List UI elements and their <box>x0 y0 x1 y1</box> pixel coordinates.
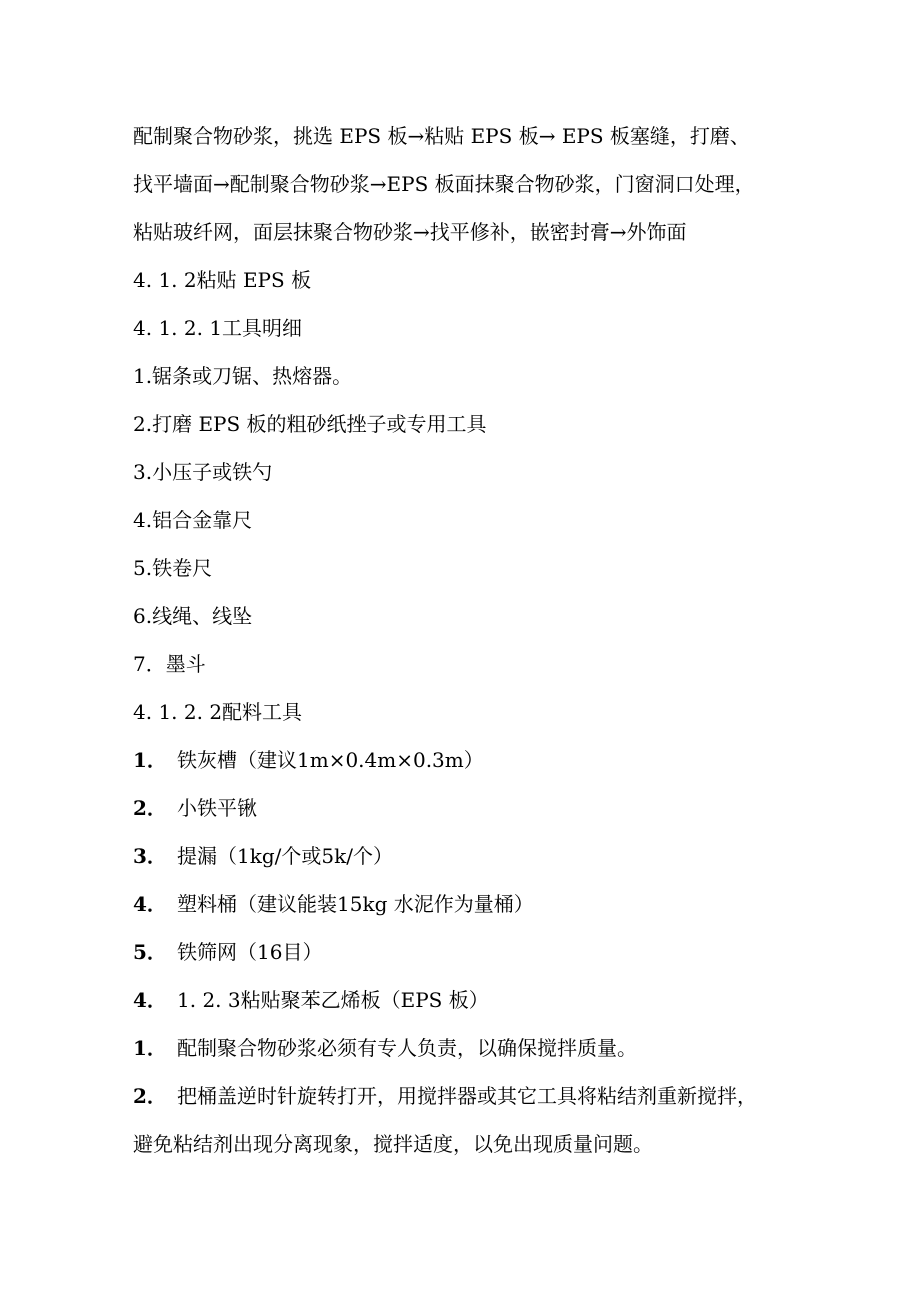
tool-item-2: 2.打磨 EPS 板的粗砂纸挫子或专用工具 <box>133 412 487 436</box>
intro-line-1: 配制聚合物砂浆，挑选 EPS 板→粘贴 EPS 板→ EPS 板塞缝，打磨、 <box>133 124 750 148</box>
section-heading-4-1-2-2: 4. 1. 2. 2配料工具 <box>133 700 303 724</box>
list-number: 2． <box>133 1084 167 1108</box>
mix-tool-item-4 <box>133 890 813 918</box>
intro-line-2: 找平墙面→配制聚合物砂浆→EPS 板面抹聚合物砂浆，门窗洞口处理， <box>133 172 755 196</box>
step-item-2 <box>133 1082 813 1110</box>
list-text: 提漏（1kg/个或5k/个） <box>177 844 393 868</box>
list-text: 小铁平锹 <box>177 796 257 820</box>
tool-item-1: 1.锯条或刀锯、热熔器。 <box>133 364 353 388</box>
intro-line-3: 粘贴玻纤网，面层抹聚合物砂浆→找平修补，嵌密封膏→外饰面 <box>133 220 687 244</box>
section-heading-4-1-2-3 <box>133 986 813 1014</box>
list-number: 4． <box>133 988 167 1012</box>
list-number: 1． <box>133 1036 167 1060</box>
tool-item-6: 6.线绳、线坠 <box>133 604 253 628</box>
list-number: 3． <box>133 844 167 868</box>
heading-text: 1. 2. 3粘贴聚苯乙烯板（EPS 板） <box>177 988 489 1012</box>
mix-tool-item-2 <box>133 794 813 822</box>
list-text: 把桶盖逆时针旋转打开，用搅拌器或其它工具将粘结剂重新搅拌， <box>177 1084 757 1108</box>
step-item-1 <box>133 1034 813 1062</box>
section-heading-4-1-2: 4. 1. 2粘贴 EPS 板 <box>133 268 312 292</box>
list-number: 5． <box>133 940 167 964</box>
tool-item-3: 3.小压子或铁勺 <box>133 460 273 484</box>
step-item-2-continuation: 避免粘结剂出现分离现象，搅拌适度，以免出现质量问题。 <box>133 1132 653 1156</box>
list-text: 铁筛网（16目） <box>177 940 323 964</box>
list-text: 塑料桶（建议能装15kg 水泥作为量桶） <box>177 892 534 916</box>
section-heading-4-1-2-1: 4. 1. 2. 1工具明细 <box>133 316 303 340</box>
mix-tool-item-3 <box>133 842 813 870</box>
list-number: 1． <box>133 748 167 772</box>
tool-item-4: 4.铝合金靠尺 <box>133 508 253 532</box>
list-number: 4． <box>133 892 167 916</box>
list-text: 铁灰槽（建议1m×0.4m×0.3m） <box>177 748 484 772</box>
list-text: 配制聚合物砂浆必须有专人负责，以确保搅拌质量。 <box>177 1036 637 1060</box>
list-number: 2． <box>133 796 167 820</box>
mix-tool-item-1 <box>133 746 813 774</box>
tool-item-7: 7．墨斗 <box>133 652 206 676</box>
mix-tool-item-5 <box>133 938 813 966</box>
tool-item-5: 5.铁卷尺 <box>133 556 213 580</box>
